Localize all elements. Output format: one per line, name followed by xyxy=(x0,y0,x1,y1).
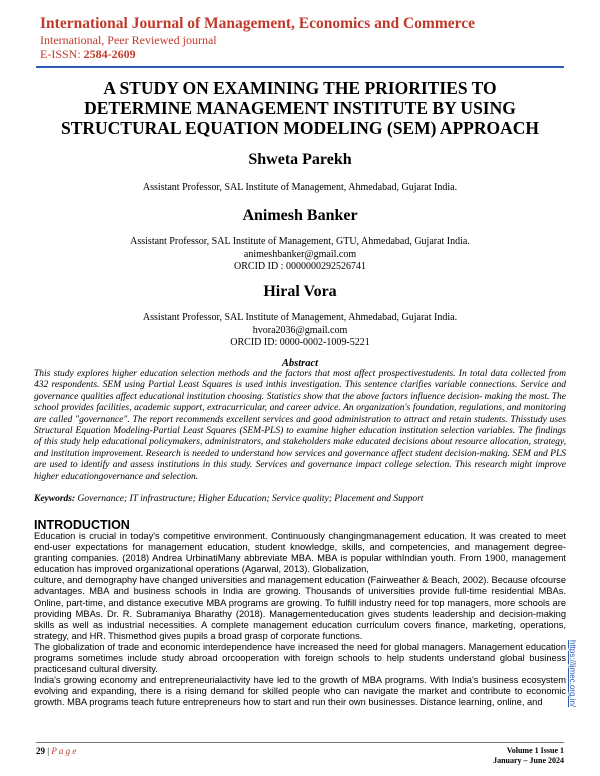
author-email[interactable]: hvora2036@gmail.com xyxy=(252,324,348,336)
journal-header xyxy=(40,14,560,61)
page-number xyxy=(36,746,76,756)
volume-date: January – June 2024 xyxy=(493,756,564,765)
author-name: Hiral Vora xyxy=(263,283,337,300)
keywords xyxy=(34,494,566,504)
author-name: Animesh Banker xyxy=(242,207,358,224)
issn-value: 2584-2609 xyxy=(83,47,136,61)
header-divider xyxy=(36,66,564,68)
author-1 xyxy=(0,150,600,195)
paragraph: Education is crucial in today's competitive environment. Continuously changingmanagement education. It was created to meet end-user expectations for management education, student knowledge, skills, and competencies, and management degree-granting companies. (2018) Andrea UrbinatiMany abbreviate MBA. MBA is popular withIndian youth. From 1900, management education has improved organizational operations (Agarwal, 2013). Globalization, xyxy=(34,531,566,575)
page-label: P a g e xyxy=(51,746,77,756)
paragraph: India's growing economy and entrepreneurialactivity have led to the growth of MBA programs. With India's business ecosystem evolving and expanding, there is a rising demand for skilled people who can navigate the market and contribute to economic growth. MBA programs teach future entrepreneurs how to start and run their own businesses. Distance learning, online, and xyxy=(34,675,566,708)
author-affiliation: Assistant Professor, SAL Institute of Management, GTU, Ahmedabad, Gujarat India. xyxy=(130,236,470,247)
page-number-value: 29 xyxy=(36,746,45,756)
author-email[interactable]: animeshbanker@gmail.com xyxy=(243,248,357,260)
introduction-body xyxy=(34,531,566,709)
keywords-label: Keywords: xyxy=(34,494,76,504)
author-affiliation: Assistant Professor, SAL Institute of Management, Ahmedabad, Gujarat India. xyxy=(142,312,458,323)
author-3 xyxy=(0,282,600,350)
author-affiliation: Assistant Professor, SAL Institute of Management, Ahmedabad, Gujarat India. xyxy=(142,182,458,193)
paragraph: culture, and demography have changed universities and management education (Fairweather & Beach, 2002). Because ofcourse advantages. MBA and business schools in India are growing. Thousands of universities provide full-time residential MBAs. Online, part-time, and distance executive MBA programs are growing. To fulfill industry need for top managers, more schools are providing MBAs. Dr. R. Subramaniya Bharathy (2018). Managementeducation gives students leadership and decision-making skills as well as industrial necessities. A complete management education curriculum covers finance, marketing, operations, strategy, and HR. Thismethod gives pupils a broad grasp of corporate functions. xyxy=(34,575,566,641)
journal-issn xyxy=(40,47,560,61)
volume-info xyxy=(493,746,564,766)
issn-label: E-ISSN: xyxy=(40,47,81,61)
author-2 xyxy=(0,206,600,274)
journal-website-link[interactable]: https://ijmec.org.in/ xyxy=(568,640,577,708)
page-separator: | xyxy=(45,746,52,756)
journal-title: International Journal of Management, Economics and Commerce xyxy=(40,15,475,32)
author-name: Shweta Parekh xyxy=(248,151,352,168)
author-orcid: ORCID ID : 0000000292526741 xyxy=(234,261,366,272)
paper-title: A STUDY ON EXAMINING THE PRIORITIES TO DETERMINE MANAGEMENT INSTITUTE BY USING STRUCTURAL EQUATION MODELING (SEM) APPROACH xyxy=(60,78,540,138)
abstract-text: This study explores higher education selection methods and the factors that most affect prospectivestudents. In total data collected from 432 respondents. SEM using Partial Least Squares is used inthis investigation. This sentence clarifies variable connections. Service and governance qualities affect educational institution choosing. Statistics show that the above factors influence decision- making the most. The school provides facilities, academic support, extracurricular, and career advice. An organization's foundation, regulations, and monitoring are called "governance". The report recommends excellent services and good administration to attract and retain students. Thisstudy uses Structural Equation Modeling-Partial Least Squares (SEM-PLS) to examine higher education institution selection variables. The findings of this study help educational policymakers, administrators, and stakeholders make educated decisions about resource allocation, strategy, and institution improvement. Research is needed to understand how services and governance affect student decision-making. SEM and PLS are used to identify and assess institutions in this study. Services and governance impact college selection. This research might improve higher educationgovernance and selection. xyxy=(34,369,566,482)
volume-issue: Volume 1 Issue 1 xyxy=(506,746,564,755)
abstract-heading: Abstract xyxy=(281,358,319,369)
author-orcid: ORCID ID: 0000-0002-1009-5221 xyxy=(230,337,370,348)
journal-subtitle: International, Peer Reviewed journal xyxy=(40,33,217,47)
section-heading-introduction: INTRODUCTION xyxy=(34,518,130,532)
paragraph: The globalization of trade and economic interdependence have increased the need for global managers. Management education programs sometimes include study abroad orcooperation with foreign schools to help students understand global business practicesand cultural diversity. xyxy=(34,641,566,675)
keywords-text: Governance; IT infrastructure; Higher Education; Service quality; Placement and Support xyxy=(75,494,424,504)
footer-divider xyxy=(36,742,564,743)
